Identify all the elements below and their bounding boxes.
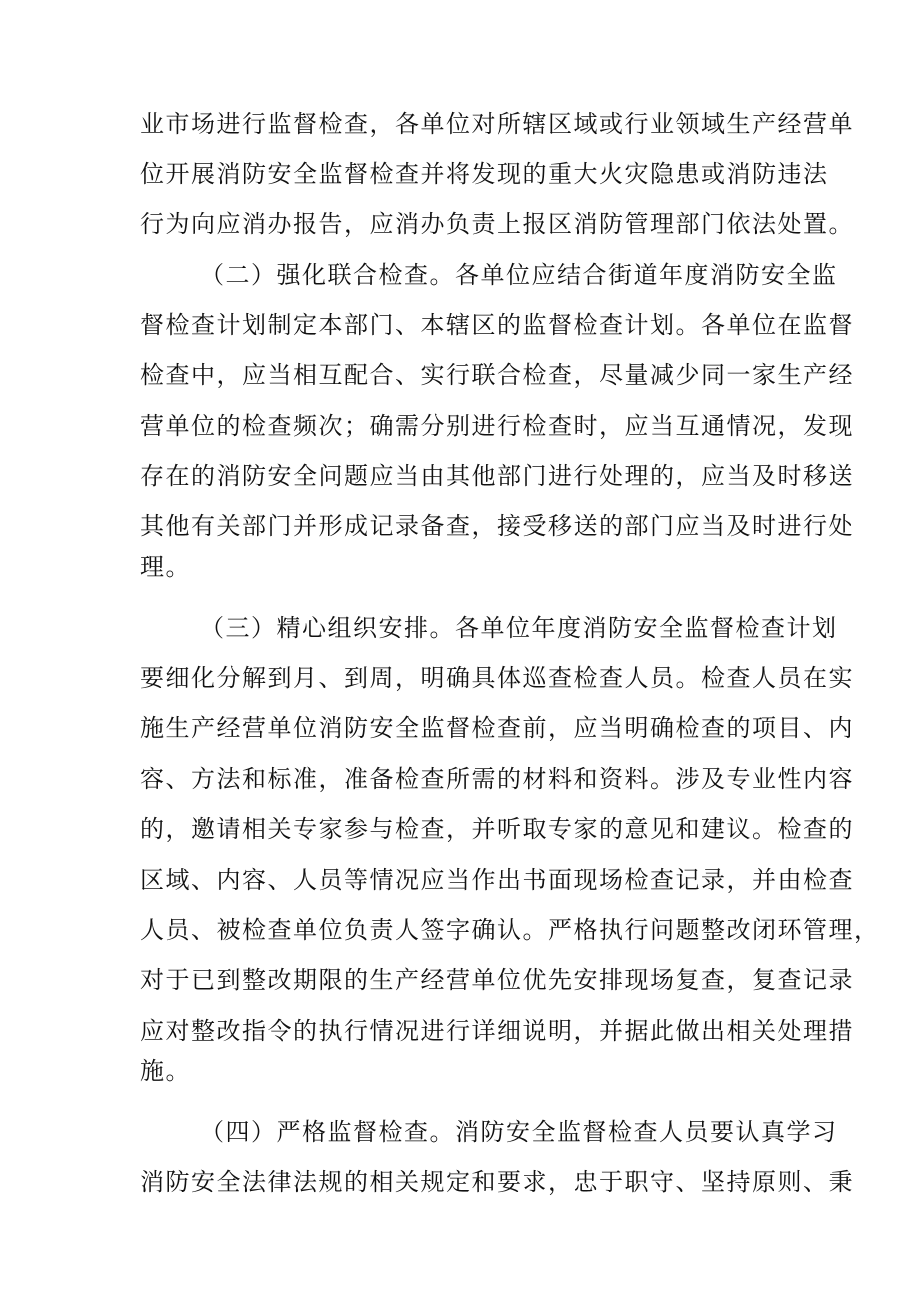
paragraph-line: 行为向应消办报告，应消办负责上报区消防管理部门依法处置。 (140, 210, 854, 238)
paragraph-line: 检查中，应当相互配合、实行联合检查，尽量减少同一家生产经 (140, 361, 854, 389)
paragraph-line: 消防安全法律法规的相关规定和要求，忠于职守、坚持原则、秉 (140, 1168, 854, 1196)
paragraph-line: （四）严格监督检查。消防安全监督检查人员要认真学习 (200, 1118, 838, 1146)
paragraph-line: 督检查计划制定本部门、本辖区的监督检查计划。各单位在监督 (140, 311, 854, 339)
paragraph-line: 人员、被检查单位负责人签字确认。严格执行问题整改闭环管理， (140, 916, 880, 944)
paragraph-line: 位开展消防安全监督检查并将发现的重大火灾隐患或消防违法 (140, 160, 829, 188)
paragraph-line: 业市场进行监督检查，各单位对所辖区域或行业领域生产经营单 (140, 110, 854, 138)
paragraph-line: 容、方法和标准，准备检查所需的材料和资料。涉及专业性内容 (140, 765, 854, 793)
paragraph-line: 区域、内容、人员等情况应当作出书面现场检查记录，并由检查 (140, 866, 854, 894)
paragraph-line: 对于已到整改期限的生产经营单位优先安排现场复查，复查记录 (140, 966, 854, 994)
paragraph-line: 理。 (140, 553, 191, 581)
paragraph-line: 存在的消防安全问题应当由其他部门进行处理的，应当及时移送 (140, 462, 854, 490)
paragraph-line: 营单位的检查频次；确需分别进行检查时，应当互通情况，发现 (140, 412, 854, 440)
paragraph-line: 其他有关部门并形成记录备查，接受移送的部门应当及时进行处 (140, 512, 854, 540)
paragraph-line: 施生产经营单位消防安全监督检查前，应当明确检查的项目、内 (140, 714, 854, 742)
paragraph-line: 施。 (140, 1057, 191, 1085)
paragraph-line: 的，邀请相关专家参与检查，并听取专家的意见和建议。检查的 (140, 815, 854, 843)
paragraph-line: （三）精心组织安排。各单位年度消防安全监督检查计划 (200, 614, 838, 642)
paragraph-line: 要细化分解到月、到周，明确具体巡查检查人员。检查人员在实 (140, 664, 854, 692)
paragraph-line: （二）强化联合检查。各单位应结合街道年度消防安全监 (200, 261, 838, 289)
paragraph-line: 应对整改指令的执行情况进行详细说明，并据此做出相关处理措 (140, 1017, 854, 1045)
